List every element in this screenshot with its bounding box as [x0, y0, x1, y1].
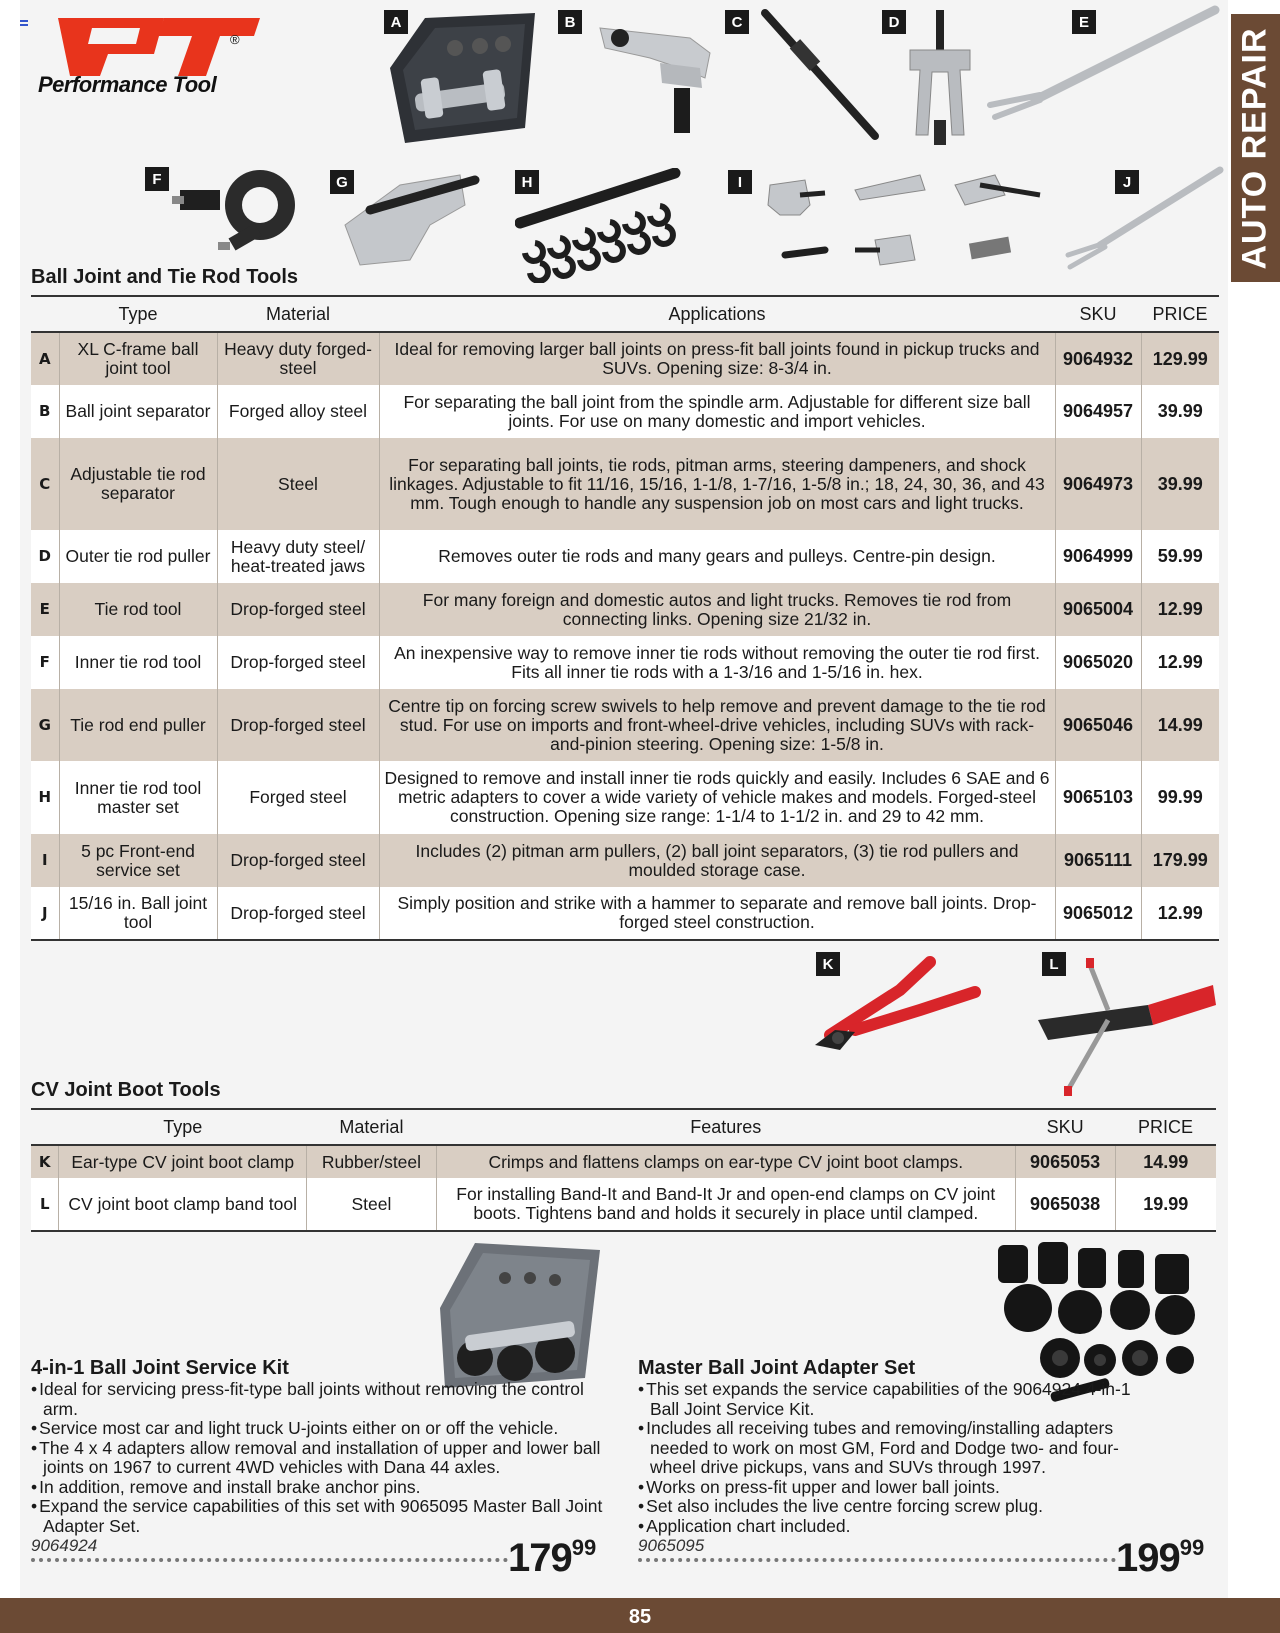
tie-rod-tool-image	[980, 5, 1220, 120]
table-row	[31, 583, 1219, 636]
tool-letter-c: C	[725, 10, 749, 34]
tool-letter-l: L	[1042, 952, 1066, 976]
row-type: XL C-frame ball joint tool	[59, 332, 217, 385]
kit-2-bullet: • This set expands the service capabilities of the 9064924 4-in-1 Ball Joint Service Kit.	[638, 1380, 1158, 1419]
kit-1-price-dollars: 179	[508, 1536, 572, 1580]
table-row	[31, 636, 1219, 689]
tool-letter-k: K	[816, 952, 840, 976]
kit-1-sku: 9064924	[31, 1536, 98, 1555]
row-sku: 9064973	[1055, 438, 1141, 530]
row-material: Heavy duty steel/ heat-treated jaws	[217, 530, 379, 583]
header-price: PRICE	[1115, 1109, 1216, 1145]
row-letter: J	[31, 887, 59, 940]
table-header-row	[31, 1109, 1216, 1145]
kit-2-price-cents: 99	[1179, 1535, 1205, 1560]
row-letter: K	[31, 1145, 59, 1178]
table-row	[31, 1178, 1216, 1231]
kit-1-bullet: • In addition, remove and install brake anchor pins.	[31, 1478, 611, 1498]
row-type: Inner tie rod tool master set	[59, 761, 217, 834]
row-type: Ear-type CV joint boot clamp	[59, 1145, 307, 1178]
ear-type-clamp-plier-image	[810, 950, 985, 1060]
row-type: Outer tie rod puller	[59, 530, 217, 583]
xl-c-frame-case-image	[385, 8, 540, 163]
row-type: CV joint boot clamp band tool	[59, 1178, 307, 1231]
table-row	[31, 761, 1219, 834]
tool-letter-d: D	[882, 10, 906, 34]
row-material: Drop-forged steel	[217, 583, 379, 636]
kit-2-bullet: • Application chart included.	[638, 1517, 1158, 1537]
logo-tagline: Performance Tool	[38, 72, 217, 97]
table-row	[31, 438, 1219, 530]
header-sku: SKU	[1015, 1109, 1115, 1145]
row-letter: L	[31, 1178, 59, 1231]
kit-1-price	[508, 1535, 596, 1581]
tool-letter-b: B	[558, 10, 582, 34]
row-type: Ball joint separator	[59, 385, 217, 438]
tool-letter-j: J	[1115, 170, 1139, 194]
row-type: 5 pc Front-end service set	[59, 834, 217, 887]
row-sku: 9065103	[1055, 761, 1141, 834]
row-applications: Removes outer tie rods and many gears and pulleys. Centre-pin design.	[379, 530, 1055, 583]
registration-mark	[20, 20, 28, 26]
header-applications: Applications	[379, 296, 1055, 332]
table-row	[31, 332, 1219, 385]
header-features: Features	[436, 1109, 1015, 1145]
tool-letter-e: E	[1072, 10, 1096, 34]
table-row	[31, 1145, 1216, 1178]
kit-1-bullet: • The 4 x 4 adapters allow removal and installation of upper and lower ball joints on 1967 to current 4WD vehicles with Dana 44 axles.	[31, 1439, 611, 1478]
row-material: Drop-forged steel	[217, 689, 379, 761]
row-type: Adjustable tie rod separator	[59, 438, 217, 530]
row-price: 12.99	[1141, 583, 1219, 636]
adjustable-tie-rod-separator-image	[760, 8, 890, 143]
ball-joint-tool-image	[1060, 165, 1225, 270]
kit-1-bullet: • Ideal for servicing press-fit-type ball joints without removing the control arm.	[31, 1380, 611, 1419]
tool-letter-a: A	[384, 10, 408, 34]
ball-joint-separator-image	[590, 8, 720, 138]
row-sku: 9065046	[1055, 689, 1141, 761]
band-clamp-tool-image	[1028, 950, 1218, 1100]
row-price: 12.99	[1141, 636, 1219, 689]
row-letter: B	[31, 385, 59, 438]
header-letter	[31, 296, 59, 332]
row-material: Forged alloy steel	[217, 385, 379, 438]
inner-tie-rod-tool-image	[170, 160, 305, 260]
row-applications: For many foreign and domestic autos and light trucks. Removes tie rod from connecting links. Opening size 21/32 in.	[379, 583, 1055, 636]
row-applications: Ideal for removing larger ball joints on press-fit ball joints found in pickup trucks and SUVs. Opening size: 8-3/4 in.	[379, 332, 1055, 385]
row-letter: D	[31, 530, 59, 583]
kit-1-price-cents: 99	[571, 1535, 597, 1560]
tie-rod-end-puller-image	[340, 165, 485, 275]
row-letter: I	[31, 834, 59, 887]
kit-2-price	[1116, 1535, 1204, 1581]
header-letter	[31, 1109, 59, 1145]
row-applications: Includes (2) pitman arm pullers, (2) ball joint separators, (3) tie rod pullers and moulded storage case.	[379, 834, 1055, 887]
section-tab-label: AUTO REPAIR	[1236, 26, 1274, 270]
row-price: 39.99	[1141, 438, 1219, 530]
row-sku: 9065111	[1055, 834, 1141, 887]
row-material: Drop-forged steel	[217, 834, 379, 887]
row-sku: 9065038	[1015, 1178, 1115, 1231]
row-type: 15/16 in. Ball joint tool	[59, 887, 217, 940]
kit-1-bullet: • Expand the service capabilities of this set with 9065095 Master Ball Joint Adapter Set.	[31, 1497, 611, 1536]
row-sku: 9065020	[1055, 636, 1141, 689]
page-number: 85	[628, 1606, 652, 1628]
row-price: 12.99	[1141, 887, 1219, 940]
table-header-row	[31, 296, 1219, 332]
row-material: Steel	[306, 1178, 436, 1231]
row-letter: E	[31, 583, 59, 636]
header-material: Material	[306, 1109, 436, 1145]
ball-joint-table	[31, 295, 1219, 941]
row-material: Rubber/steel	[306, 1145, 436, 1178]
row-applications: Centre tip on forcing screw swivels to help remove and prevent damage to the tie rod stud. For use on imports and front-wheel-drive vehicles, including SUVs with rack-and-pinion steering. Opening size: 1-5/8 in.	[379, 689, 1055, 761]
row-features: For installing Band-It and Band-It Jr and open-end clamps on CV joint boots. Tightens band and holds it securely in place until clamped.	[436, 1178, 1015, 1231]
row-price: 129.99	[1141, 332, 1219, 385]
row-price: 14.99	[1115, 1145, 1216, 1178]
cv-boot-table	[31, 1108, 1216, 1232]
row-price: 39.99	[1141, 385, 1219, 438]
row-applications: Designed to remove and install inner tie rods quickly and easily. Includes 6 SAE and 6 metric adapters to cover a wide variety of vehicle makes and models. Forged-steel construction. Opening size range: 1-1/4 to 1-1/2 in. and 29 to 42 mm.	[379, 761, 1055, 834]
kit-2-bullet: • Works on press-fit upper and lower ball joints.	[638, 1478, 1158, 1498]
tool-letter-f: F	[145, 167, 169, 191]
row-price: 99.99	[1141, 761, 1219, 834]
table-row	[31, 887, 1219, 940]
kit-2-bullet: • Includes all receiving tubes and removing/installing adapters needed to work on most GM, Ford and Dodge two- and four-wheel drive pickups, vans and SUVs through 1997.	[638, 1419, 1158, 1478]
row-type: Tie rod end puller	[59, 689, 217, 761]
row-type: Inner tie rod tool	[59, 636, 217, 689]
tool-letter-h: H	[515, 170, 539, 194]
row-sku: 9064932	[1055, 332, 1141, 385]
table-row	[31, 385, 1219, 438]
row-sku: 9065053	[1015, 1145, 1115, 1178]
row-material: Drop-forged steel	[217, 636, 379, 689]
header-price: PRICE	[1141, 296, 1219, 332]
row-features: Crimps and flattens clamps on ear-type CV joint boot clamps.	[436, 1145, 1015, 1178]
kit-2-price-dollars: 199	[1116, 1536, 1180, 1580]
row-material: Heavy duty forged-steel	[217, 332, 379, 385]
row-applications: For separating ball joints, tie rods, pitman arms, steering dampeners, and shock linkages. Adjustable to fit 11/16, 15/16, 1-1/8, 1-7/16, 1-5/8 in.; 18, 24, 30, 36, and 43 mm. Tough enough to handle any suspension job on most cars and light trucks.	[379, 438, 1055, 530]
row-type: Tie rod tool	[59, 583, 217, 636]
header-material: Material	[217, 296, 379, 332]
kit-1-title: 4-in-1 Ball Joint Service Kit	[31, 1357, 289, 1379]
kit-2-bullet-list	[638, 1380, 1158, 1536]
tool-letter-i: I	[728, 170, 752, 194]
row-price: 14.99	[1141, 689, 1219, 761]
ball-joint-section-title: Ball Joint and Tie Rod Tools	[31, 266, 299, 288]
kit-2-title: Master Ball Joint Adapter Set	[638, 1357, 916, 1379]
outer-tie-rod-puller-image	[900, 10, 980, 145]
row-material: Forged steel	[217, 761, 379, 834]
kit-2-price-leader	[638, 1558, 1116, 1562]
row-material: Steel	[217, 438, 379, 530]
row-applications: For separating the ball joint from the spindle arm. Adjustable for different size ball joints. For use on many domestic and import vehicles.	[379, 385, 1055, 438]
row-sku: 9065004	[1055, 583, 1141, 636]
kit-1-bullet-list	[31, 1380, 611, 1536]
row-price: 179.99	[1141, 834, 1219, 887]
row-material: Drop-forged steel	[217, 887, 379, 940]
registered-mark: ®	[230, 32, 240, 47]
table-row	[31, 530, 1219, 583]
row-applications: Simply position and strike with a hammer to separate and remove ball joints. Drop-forged steel construction.	[379, 887, 1055, 940]
row-sku: 9065012	[1055, 887, 1141, 940]
kit-1-bullet: • Service most car and light truck U-joints either on or off the vehicle.	[31, 1419, 611, 1439]
header-type: Type	[59, 296, 217, 332]
front-end-service-set-image	[760, 165, 1050, 275]
row-letter: G	[31, 689, 59, 761]
row-letter: F	[31, 636, 59, 689]
row-sku: 9064957	[1055, 385, 1141, 438]
table-row	[31, 689, 1219, 761]
inner-tie-rod-master-set-image	[515, 168, 705, 283]
tool-letter-g: G	[330, 170, 354, 194]
row-letter: C	[31, 438, 59, 530]
row-sku: 9064999	[1055, 530, 1141, 583]
cv-section-title: CV Joint Boot Tools	[31, 1079, 221, 1101]
kit-2-sku: 9065095	[638, 1536, 705, 1555]
kit-2-bullet: • Set also includes the live centre forcing screw plug.	[638, 1497, 1158, 1517]
header-type: Type	[59, 1109, 307, 1145]
section-side-tab	[1231, 14, 1280, 282]
row-letter: H	[31, 761, 59, 834]
kit-1-price-leader	[31, 1558, 508, 1562]
row-letter: A	[31, 332, 59, 385]
header-sku: SKU	[1055, 296, 1141, 332]
table-row	[31, 834, 1219, 887]
row-price: 59.99	[1141, 530, 1219, 583]
row-price: 19.99	[1115, 1178, 1216, 1231]
row-applications: An inexpensive way to remove inner tie rods without removing the outer tie rod first. Fits all inner tie rods with a 1-3/16 and 1-5/16 in. hex.	[379, 636, 1055, 689]
